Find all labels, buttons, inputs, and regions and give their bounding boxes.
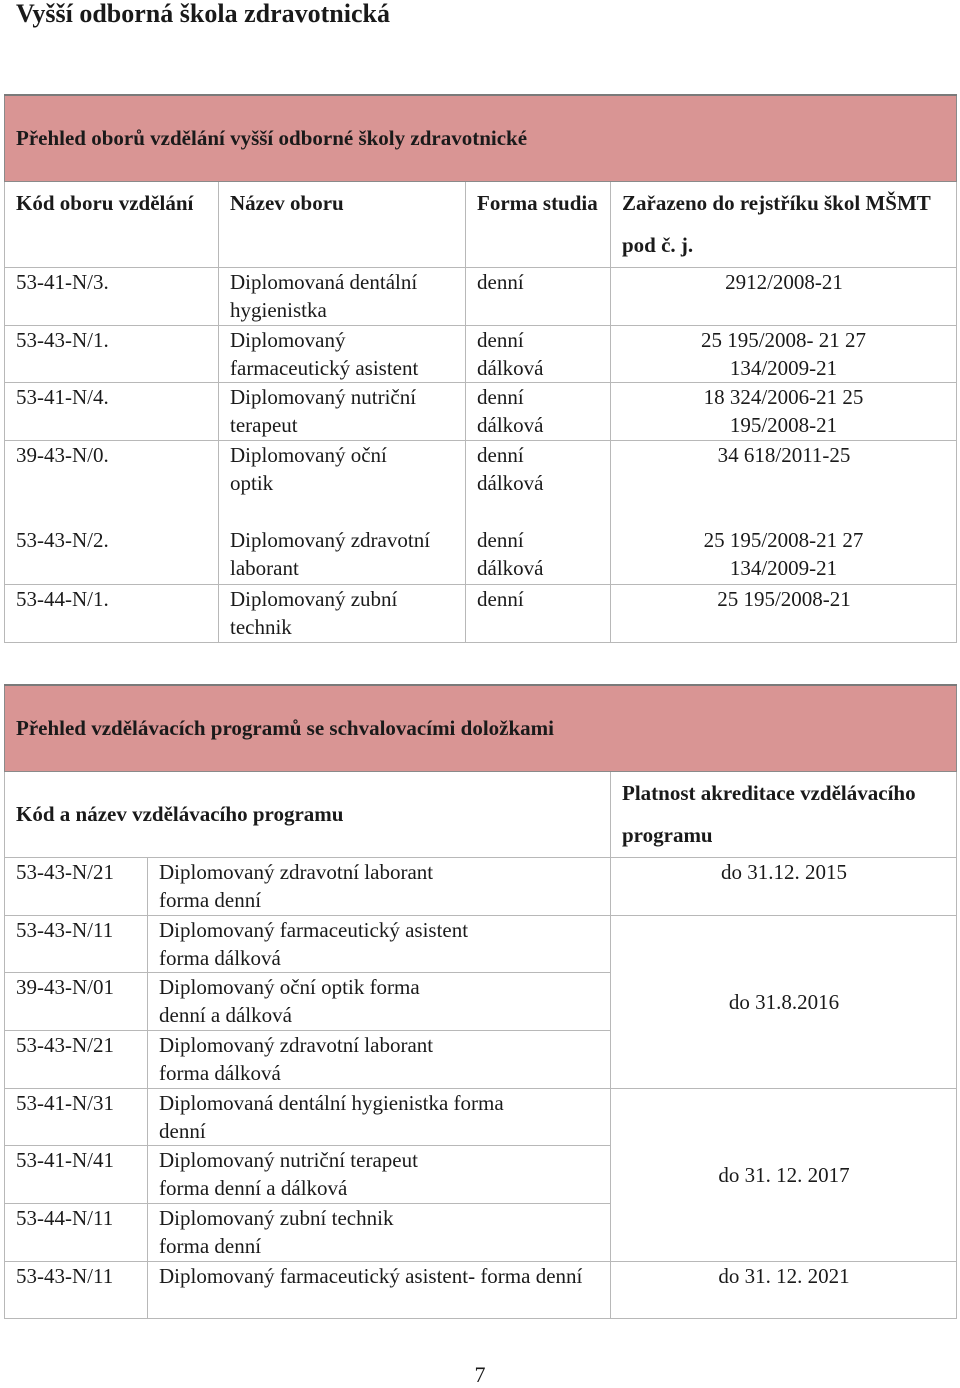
validity-date: do 31. 12. 2017 bbox=[611, 1088, 957, 1261]
page-number: 7 bbox=[474, 1362, 486, 1387]
field-form: denní dálková bbox=[466, 382, 611, 440]
field-registry: 25 195/2008- 21 27 134/2009-21 bbox=[611, 325, 957, 382]
study-fields-table bbox=[4, 94, 957, 643]
program-code: 39-43-N/01 bbox=[5, 972, 148, 1030]
header-code: Kód oboru vzdělání bbox=[5, 181, 219, 267]
program-code: 53-44-N/11 bbox=[5, 1203, 148, 1261]
table-row bbox=[5, 1261, 957, 1318]
header-program: Kód a název vzdělávacího programu bbox=[5, 771, 611, 857]
table-row bbox=[5, 526, 957, 584]
field-registry: 18 324/2006-21 25 195/2008-21 bbox=[611, 382, 957, 440]
program-code: 53-43-N/11 bbox=[5, 1261, 148, 1318]
program-code: 53-43-N/11 bbox=[5, 915, 148, 972]
table1-title: Přehled oborů vzdělání vyšší odborné školy zdravotnické bbox=[5, 95, 957, 181]
field-code: 53-43-N/1. bbox=[5, 325, 219, 382]
field-form: denní dálková bbox=[466, 440, 611, 526]
program-name: Diplomovaná dentální hygienistka forma denní bbox=[148, 1088, 611, 1145]
programs-table bbox=[4, 684, 957, 1319]
field-code: 53-41-N/3. bbox=[5, 267, 219, 325]
field-registry: 25 195/2008-21 bbox=[611, 584, 957, 642]
page-title: Vyšší odborná škola zdravotnická bbox=[16, 0, 390, 28]
table-row bbox=[5, 382, 957, 440]
field-name: Diplomovaný zubní technik bbox=[219, 584, 466, 642]
table1-header-row bbox=[5, 181, 957, 267]
field-code: 53-43-N/2. bbox=[5, 526, 219, 584]
table-row bbox=[5, 325, 957, 382]
field-form: denní bbox=[466, 267, 611, 325]
header-name: Název oboru bbox=[219, 181, 466, 267]
field-name: Diplomovaná dentální hygienistka bbox=[219, 267, 466, 325]
field-code: 53-44-N/1. bbox=[5, 584, 219, 642]
field-name: Diplomovaný farmaceutický asistent bbox=[219, 325, 466, 382]
validity-date: do 31.12. 2015 bbox=[611, 857, 957, 915]
program-name: Diplomovaný farmaceutický asistent forma dálková bbox=[148, 915, 611, 972]
header-validity: Platnost akreditace vzdělávacího programu bbox=[611, 771, 957, 857]
table2-title: Přehled vzdělávacích programů se schvalovacími doložkami bbox=[5, 685, 957, 771]
header-form: Forma studia bbox=[466, 181, 611, 267]
program-name: Diplomovaný zdravotní laborant forma dálková bbox=[148, 1030, 611, 1088]
table-row bbox=[5, 1088, 957, 1145]
header-registry: Zařazeno do rejstříku škol MŠMT pod č. j. bbox=[611, 181, 957, 267]
table2-header-row bbox=[5, 771, 957, 857]
field-form: denní dálková bbox=[466, 526, 611, 584]
validity-date: do 31.8.2016 bbox=[611, 915, 957, 1088]
program-code: 53-43-N/21 bbox=[5, 857, 148, 915]
field-registry: 25 195/2008-21 27 134/2009-21 bbox=[611, 526, 957, 584]
field-code: 39-43-N/0. bbox=[5, 440, 219, 526]
field-registry: 34 618/2011-25 bbox=[611, 440, 957, 526]
field-code: 53-41-N/4. bbox=[5, 382, 219, 440]
field-name: Diplomovaný oční optik bbox=[219, 440, 466, 526]
table-row bbox=[5, 267, 957, 325]
program-name: Diplomovaný farmaceutický asistent- forma denní bbox=[148, 1261, 611, 1318]
field-registry: 2912/2008-21 bbox=[611, 267, 957, 325]
field-form: denní bbox=[466, 584, 611, 642]
table-row bbox=[5, 440, 957, 526]
validity-date: do 31. 12. 2021 bbox=[611, 1261, 957, 1318]
table-row bbox=[5, 915, 957, 972]
program-name: Diplomovaný oční optik forma denní a dálková bbox=[148, 972, 611, 1030]
program-code: 53-43-N/21 bbox=[5, 1030, 148, 1088]
program-code: 53-41-N/31 bbox=[5, 1088, 148, 1145]
program-name: Diplomovaný zubní technik forma denní bbox=[148, 1203, 611, 1261]
table-row bbox=[5, 857, 957, 915]
program-name: Diplomovaný zdravotní laborant forma denní bbox=[148, 857, 611, 915]
field-form: denní dálková bbox=[466, 325, 611, 382]
field-name: Diplomovaný zdravotní laborant bbox=[219, 526, 466, 584]
field-name: Diplomovaný nutriční terapeut bbox=[219, 382, 466, 440]
program-code: 53-41-N/41 bbox=[5, 1145, 148, 1203]
program-name: Diplomovaný nutriční terapeut forma denní a dálková bbox=[148, 1145, 611, 1203]
table-row bbox=[5, 584, 957, 642]
